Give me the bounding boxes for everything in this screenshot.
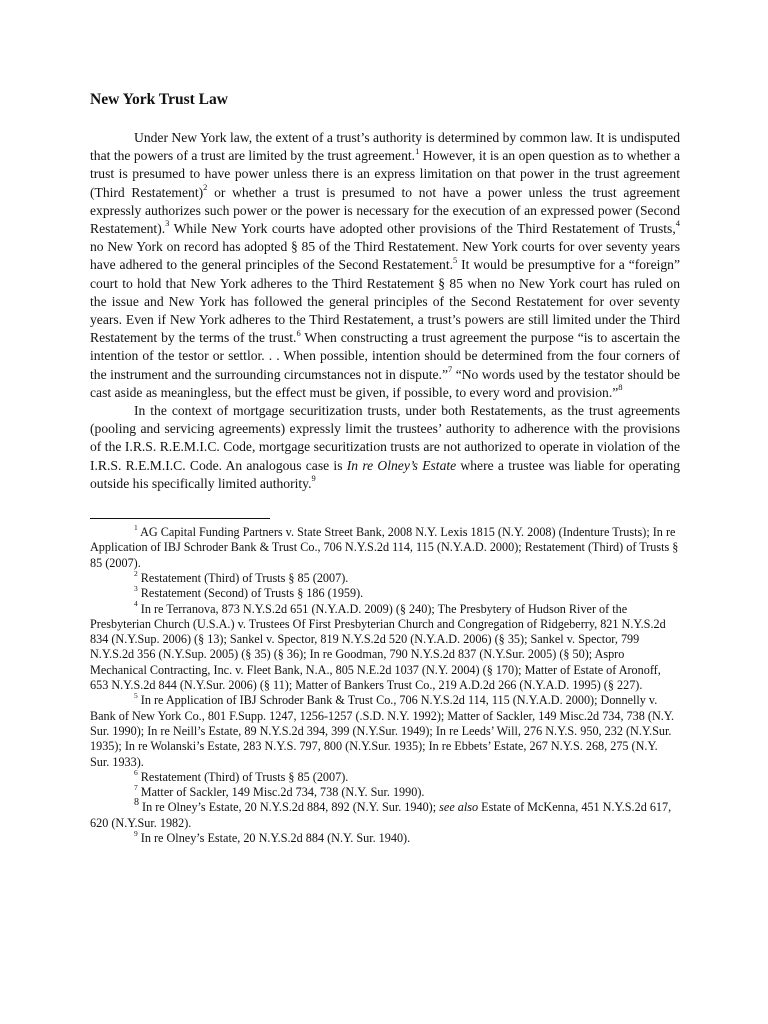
footnote-ref-2[interactable]: 2 [203,182,208,193]
footnote-7: $^7$ Matter of Sackler, 149 Misc.2d 734, 738 (N.Y. Sur. 1990). [134,783,425,800]
footnote-separator [90,518,270,519]
footnote-8: $^8$ In re Olney’s Estate, 20 N.Y.S.2d 884, 892 (N.Y. Sur. 1940); see also Estate of McKenna, 451 N.Y.S.2d 617, 620 (N.Y.Sur. 1982). [90,797,672,830]
footnote-ref-5[interactable]: 5 [453,254,458,265]
footnote-3: $^3$ Restatement (Second) of Trusts § 186 (1959). [134,584,364,601]
footnote-1: $^1$ AG Capital Funding Partners v. State Street Bank, 2008 N.Y. Lexis 1815 (N.Y. 2008) (Indenture Trusts); In re Application of IBJ Schroder Bank & Trust Co., 706 N.Y.S.2d 114, 115 (N.Y.A.D. 2000); Restatement (Third) of Trusts § 85 (2007). [90,523,679,570]
footnote-9: $^9$ In re Olney’s Estate, 20 N.Y.S.2d 884 (N.Y. Sur. 1940). [134,828,411,845]
footnote-ref-8[interactable]: 8 [618,382,623,393]
case-name-italic: In re Olney’s Estate [346,457,457,473]
footnote-ref-1[interactable]: 1 [415,145,420,156]
footnote-ref-6[interactable]: 6 [296,327,301,338]
footnote-ref-9[interactable]: 9 [311,473,316,484]
paragraph-2-text: In the context of mortgage securitization trusts, under both Restatements, as the trust agreements (pooling and servicing agreements) expressly limit the trustees’ authority to adherence with the provisions of the I.R.S. R.E.M.I.C. Code, mortgage securitization trusts are not authorized to operate in violation of the I.R.S. R.E.M.I.C. Code. An analogous case is [90,403,680,473]
footnotes [90,525,680,846]
footnote-5: $^5$ In re Application of IBJ Schroder Bank & Trust Co., 706 N.Y.S.2d 114, 115 (N.Y.A.D. 2000); Donnelly v. Bank of New York Co., 801 F.Supp. 1247, 1256-1257 (.S.D. N.Y. 1992); Matter of Sackler, 149 Misc.2d 734, 738 (N.Y. Sur. 1990); In re Neill’s Estate, 89 N.Y.S.2d 394, 399 (N.Y.Sur. 1949); In re Leeds’ Will, 276 N.Y.S. 950, 232 (N.Y.Sur. 1935); In re Wolanski’s Estate, 283 N.Y.S. 797, 800 (N.Y.Sur. 1935); In re Ebbets’ Estate, 267 N.Y.S. 268, 275 (N.Y. Sur. 1933). [90,691,675,769]
page-title: New York Trust Law [90,91,228,108]
footnote-ref-4[interactable]: 4 [675,218,680,229]
footnote-6: $^6$ Restatement (Third) of Trusts § 85 (2007). [134,767,349,784]
body-text [90,129,680,493]
footnote-ref-3[interactable]: 3 [165,218,170,229]
paragraph-2: In the context of mortgage securitization trusts, under both Restatements, as the trust agreements (pooling and servicing agreements) expressly limit the trustees’ authority to adherence with the provisions of the I.R.S. R.E.M.I.C. Code, mortgage securitization trusts are not authorized to operate in violation of the I.R.S. R.E.M.I.C. Code. An analogous case is In re Olney’s Estate where a trustee was liable for operating outside his specifically limited authority.$^9$ [90,403,680,491]
paragraph-1: Under New York law, the extent of a trust’s authority is determined by common law. It is undisputed that the powers of a trust are limited by the trust agreement.$^1$ However, it is an open question as to whether a trust is presumed to have power unless there is an express limitation on that power in the trust agreement (Third Restatement)$^2$ or whether a trust is presumed to not have a power unless the trust agreement expressly authorizes such power or the power is necessary for the execution of an expressed power (Second Restatement).$^3$ While New York courts have adopted other provisions of the Third Restatement of Trusts,$^4$ no New York on record has adopted § 85 of the Third Restatement. New York courts for over seventy years have adhered to the general principles of the Second Restatement.$^5$ It would be presumptive for a “foreign” court to hold that New York adheres to the Third Restatement § 85 when no New York court has ruled on the issue and New York has followed the general principles of the Second Restatement for over seventy years. Even if New York adheres to the Third Restatement, a trust’s powers are still limited under the Third Restatement by the terms of the trust.$^6$ When constructing a trust agreement the purpose “is to ascertain the intention of the testor or settlor. . . When possible, intention should be determined from the four corners of the instrument and the surrounding circumstances not in dispute.”$^7$ “No words used by the testator should be cast aside as meaningless, but the effect must be given, if possible, to every word and provision.”$^8$ [90,130,681,400]
footnote-2: $^2$ Restatement (Third) of Trusts § 85 (2007). [134,568,349,585]
document-page [90,90,680,846]
footnote-4: $^4$ In re Terranova, 873 N.Y.S.2d 651 (N.Y.A.D. 2009) (§ 240); The Presbytery of Hudson River of the Presbyterian Church (U.S.A.) v. Trustees Of First Presbyterian Church and Congregation of Ridgeberry, 821 N.Y.S.2d 834 (N.Y.Sup. 2006) (§ 13); Sankel v. Spector, 819 N.Y.S.2d 520 (N.Y.A.D. 2006) (§ 35); Sankel v. Spector, 799 N.Y.S.2d 356 (N.Y.Sup. 2005) (§ 35) (§ 36); In re Goodman, 790 N.Y.S.2d 837 (N.Y.Sur. 2005) (§ 50); Aspro Mechanical Contracting, Inc. v. Fleet Bank, N.A., 805 N.E.2d 1037 (N.Y. 2004) (§ 170); Matter of Estate of Aronoff, 653 N.Y.S.2d 844 (N.Y.Sur. 2006) (§ 11); Matter of Bankers Trust Co., 219 A.D.2d 266 (N.Y.A.D. 1995) (§ 227). [90,599,666,693]
footnote-ref-7[interactable]: 7 [448,364,453,375]
paragraph-1-text: Under New York law, the extent of a trust’s authority is determined by common law. It is undisputed that the powers of a trust are limited by the trust agreement. [90,130,680,164]
